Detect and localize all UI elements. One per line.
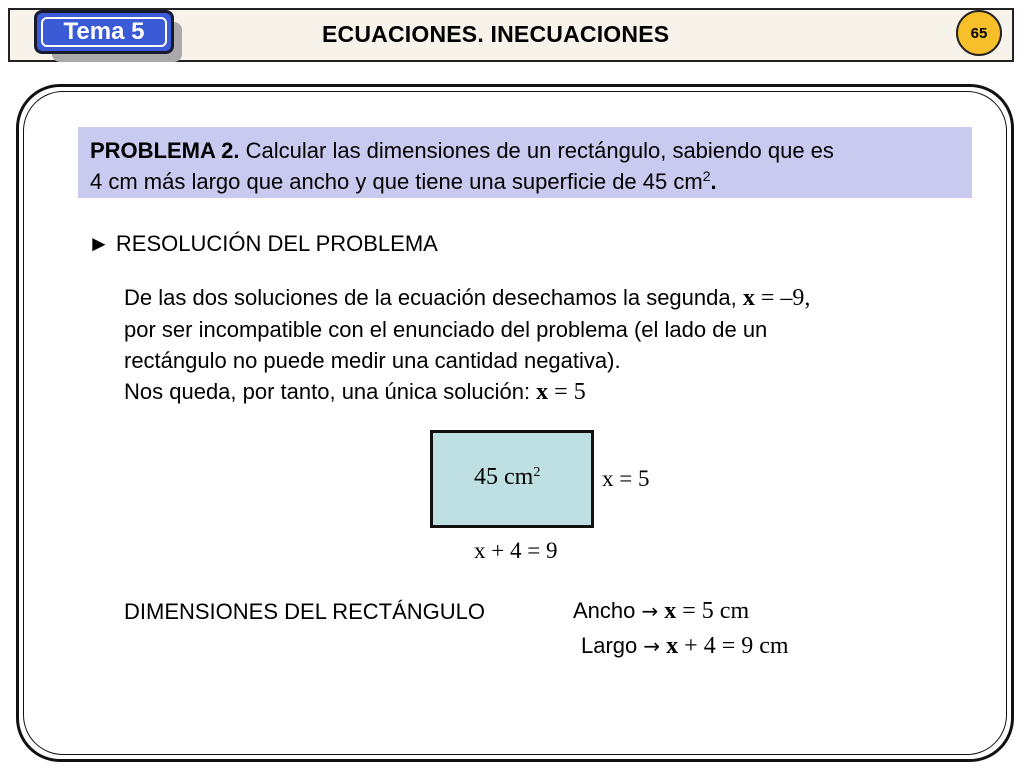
arrow-right-icon: →	[643, 634, 661, 658]
resolution-line4-text: Nos queda, por tanto, una única solución:	[124, 379, 537, 404]
dimension-length	[581, 633, 789, 660]
area-exponent: 2	[533, 465, 541, 480]
tema-label: Tema 5	[63, 18, 145, 45]
resolution-line1-var: x	[742, 285, 755, 311]
section-marker-icon: ►	[88, 231, 110, 256]
section-title: RESOLUCIÓN DEL PROBLEMA	[115, 231, 438, 256]
page-number-badge	[956, 10, 1002, 56]
rectangle-bottom-label: x + 4 = 9	[474, 538, 558, 563]
problem-text-line1: Calcular las dimensiones de un rectángulo, sabiendo que es	[239, 138, 834, 163]
width-label: Ancho	[573, 598, 642, 623]
resolution-line3: rectángulo no puede medir una cantidad negativa).	[124, 348, 621, 373]
area-value: 45 cm	[474, 464, 534, 490]
problem-statement	[78, 127, 972, 198]
resolution-line4-rest: = 5	[548, 379, 586, 405]
rectangle-area-label	[474, 464, 540, 491]
resolution-line4-var: x	[536, 379, 549, 405]
dimensions-title: DIMENSIONES DEL RECTÁNGULO	[124, 599, 486, 624]
problem-text-line2: 4 cm más largo que ancho y que tiene una superficie de 45 cm	[90, 169, 703, 194]
resolution-line4-math	[536, 379, 586, 405]
page-number: 65	[970, 24, 988, 42]
problem-period: .	[710, 169, 717, 194]
width-value: = 5 cm	[676, 598, 750, 624]
problem-heading: PROBLEMA 2.	[90, 138, 240, 163]
page-title: ECUACIONES. INECUACIONES	[322, 21, 670, 47]
resolution-line1-rest: = –9,	[754, 285, 811, 311]
rectangle-side-label: x = 5	[602, 466, 650, 491]
section-heading	[88, 231, 438, 257]
length-value: + 4 = 9 cm	[678, 633, 789, 659]
resolution-line2: por ser incompatible con el enunciado del problema (el lado de un	[124, 317, 768, 342]
tema-badge[interactable]	[34, 10, 174, 54]
length-math	[660, 633, 788, 659]
resolution-line1-math	[743, 285, 811, 311]
resolution-paragraph	[124, 282, 974, 408]
length-label: Largo	[581, 633, 644, 658]
problem-area-exponent: 2	[702, 168, 711, 184]
length-var: x	[660, 633, 679, 659]
width-var: x	[658, 598, 677, 624]
resolution-line1-text: De las dos soluciones de la ecuación desechamos la segunda,	[124, 285, 743, 310]
dimension-width	[573, 598, 749, 625]
width-math	[658, 598, 749, 624]
arrow-right-icon: →	[641, 599, 659, 623]
